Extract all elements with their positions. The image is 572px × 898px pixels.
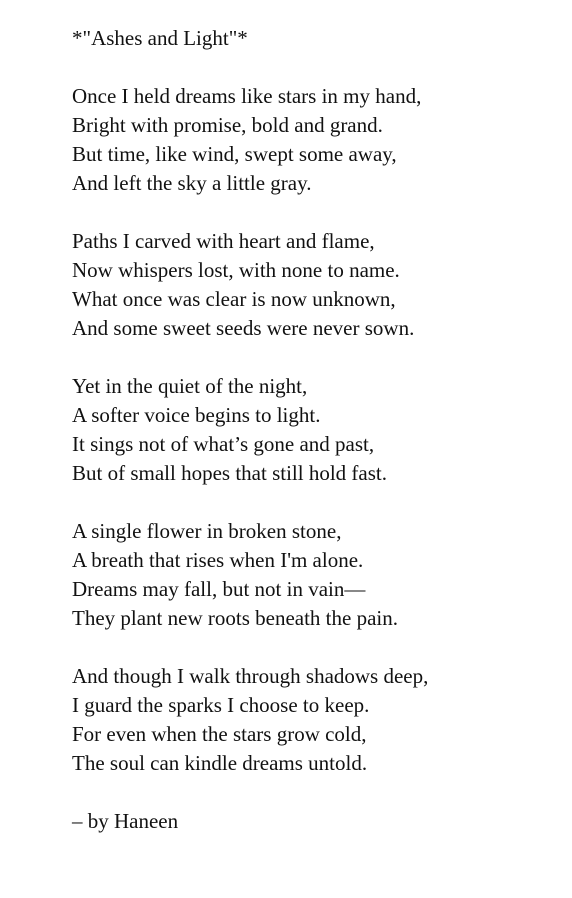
poem-line: It sings not of what’s gone and past, [72,432,375,456]
poem-line: For even when the stars grow cold, [72,722,367,746]
poem-line: And left the sky a little gray. [72,171,312,195]
poem-line: What once was clear is now unknown, [72,287,396,311]
poem-title: *"Ashes and Light"* [72,26,248,50]
poem-author: – by Haneen [72,809,179,833]
poem-line: They plant new roots beneath the pain. [72,606,398,630]
poem-line: And though I walk through shadows deep, [72,664,429,688]
poem-line: A single flower in broken stone, [72,519,342,543]
poem-line: But of small hopes that still hold fast. [72,461,387,485]
poem-line: I guard the sparks I choose to keep. [72,693,370,717]
poem-line: And some sweet seeds were never sown. [72,316,415,340]
poem-line: Paths I carved with heart and flame, [72,229,375,253]
poem-line: Once I held dreams like stars in my hand, [72,84,422,108]
poem-line: Bright with promise, bold and grand. [72,113,383,137]
poem-line: Dreams may fall, but not in vain— [72,577,366,601]
poem-line: But time, like wind, swept some away, [72,142,397,166]
poem-line: The soul can kindle dreams untold. [72,751,368,775]
stanza-5 [72,662,552,778]
stanza-4 [72,517,552,633]
poem-line: A softer voice begins to light. [72,403,321,427]
stanza-1 [72,82,552,198]
stanza-3 [72,372,552,488]
poem-line: Now whispers lost, with none to name. [72,258,400,282]
poem-page [72,24,552,836]
poem-line: A breath that rises when I'm alone. [72,548,364,572]
stanza-2 [72,227,552,343]
poem-line: Yet in the quiet of the night, [72,374,308,398]
